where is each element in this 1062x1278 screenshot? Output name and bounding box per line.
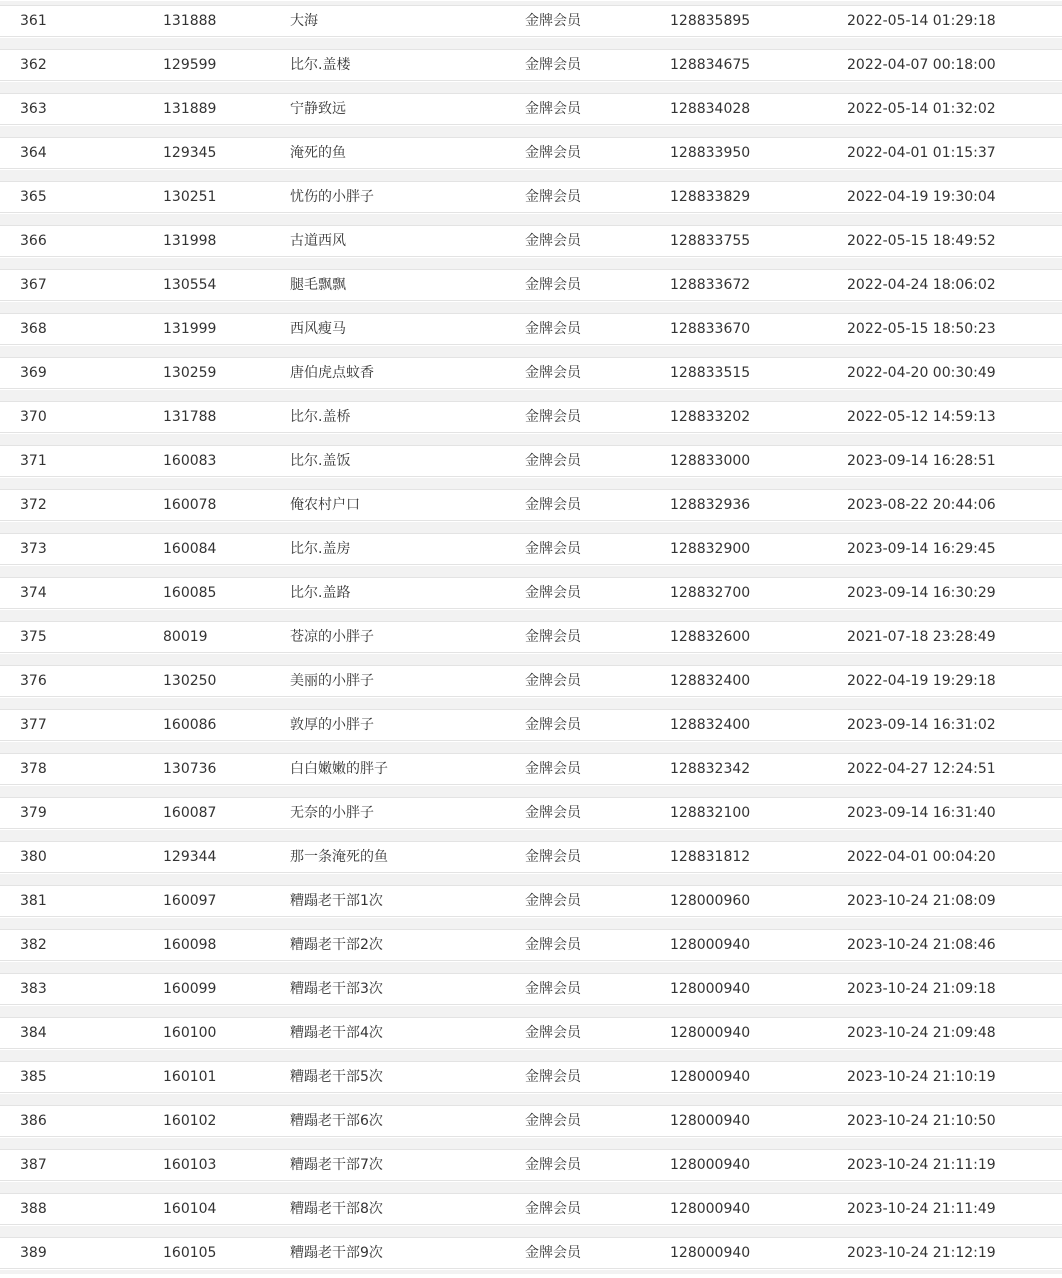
table-row (0, 621, 1062, 653)
member-level-cell: 金牌会员 (525, 629, 581, 645)
score-cell: 128835895 (670, 13, 751, 29)
rank-cell: 381 (20, 893, 47, 909)
rank-cell: 365 (20, 189, 47, 205)
nickname-cell: 糟蹋老干部6次 (290, 1113, 383, 1129)
timestamp-cell: 2022-05-14 01:32:02 (847, 101, 996, 117)
rank-cell: 387 (20, 1157, 47, 1173)
member-id-cell: 160101 (163, 1069, 217, 1085)
nickname-cell: 糟蹋老干部3次 (290, 981, 383, 997)
timestamp-cell: 2022-04-19 19:30:04 (847, 189, 996, 205)
nickname-cell: 淹死的鱼 (290, 145, 346, 161)
score-cell: 128832342 (670, 761, 751, 777)
score-cell: 128000940 (670, 1245, 751, 1261)
member-id-cell: 160098 (163, 937, 217, 953)
table-row (0, 269, 1062, 301)
nickname-cell: 腿毛飘飘 (290, 277, 346, 293)
rank-cell: 373 (20, 541, 47, 557)
rank-cell: 376 (20, 673, 47, 689)
member-id-cell: 130554 (163, 277, 217, 293)
score-cell: 128834028 (670, 101, 751, 117)
member-level-cell: 金牌会员 (525, 1201, 581, 1217)
rank-cell: 382 (20, 937, 47, 953)
member-level-cell: 金牌会员 (525, 497, 581, 513)
table-row (0, 841, 1062, 873)
table-row (0, 1017, 1062, 1049)
timestamp-cell: 2021-07-18 23:28:49 (847, 629, 996, 645)
member-level-cell: 金牌会员 (525, 761, 581, 777)
nickname-cell: 比尔.盖房 (290, 541, 351, 557)
nickname-cell: 比尔.盖饭 (290, 453, 351, 469)
score-cell: 128000960 (670, 893, 751, 909)
table-row (0, 181, 1062, 213)
timestamp-cell: 2022-05-15 18:49:52 (847, 233, 996, 249)
table-row (0, 665, 1062, 697)
member-level-cell: 金牌会员 (525, 101, 581, 117)
member-id-cell: 130250 (163, 673, 217, 689)
member-id-cell: 160086 (163, 717, 217, 733)
timestamp-cell: 2023-09-14 16:29:45 (847, 541, 996, 557)
member-id-cell: 160102 (163, 1113, 217, 1129)
member-id-cell: 80019 (163, 629, 208, 645)
rank-cell: 388 (20, 1201, 47, 1217)
member-level-cell: 金牌会员 (525, 893, 581, 909)
score-cell: 128000940 (670, 1069, 751, 1085)
ranking-rows (0, 5, 1062, 1269)
score-cell: 128832400 (670, 673, 751, 689)
member-level-cell: 金牌会员 (525, 365, 581, 381)
timestamp-cell: 2022-04-24 18:06:02 (847, 277, 996, 293)
member-level-cell: 金牌会员 (525, 673, 581, 689)
score-cell: 128832100 (670, 805, 751, 821)
table-row (0, 445, 1062, 477)
member-level-cell: 金牌会员 (525, 321, 581, 337)
nickname-cell: 无奈的小胖子 (290, 805, 374, 821)
nickname-cell: 大海 (290, 13, 318, 29)
rank-cell: 363 (20, 101, 47, 117)
member-id-cell: 130251 (163, 189, 217, 205)
timestamp-cell: 2023-10-24 21:11:19 (847, 1157, 996, 1173)
rank-cell: 385 (20, 1069, 47, 1085)
ranking-table (0, 5, 1062, 1274)
score-cell: 128832936 (670, 497, 751, 513)
rank-cell: 366 (20, 233, 47, 249)
timestamp-cell: 2023-10-24 21:10:50 (847, 1113, 996, 1129)
member-level-cell: 金牌会员 (525, 13, 581, 29)
timestamp-cell: 2023-09-14 16:28:51 (847, 453, 996, 469)
member-id-cell: 131999 (163, 321, 217, 337)
rank-cell: 379 (20, 805, 47, 821)
nickname-cell: 糟蹋老干部9次 (290, 1245, 383, 1261)
rank-cell: 368 (20, 321, 47, 337)
score-cell: 128833202 (670, 409, 751, 425)
score-cell: 128000940 (670, 1113, 751, 1129)
score-cell: 128832900 (670, 541, 751, 557)
member-id-cell: 160083 (163, 453, 217, 469)
member-id-cell: 160097 (163, 893, 217, 909)
table-row (0, 1105, 1062, 1137)
score-cell: 128832600 (670, 629, 751, 645)
table-row (0, 313, 1062, 345)
timestamp-cell: 2023-08-22 20:44:06 (847, 497, 996, 513)
member-level-cell: 金牌会员 (525, 57, 581, 73)
nickname-cell: 糟蹋老干部7次 (290, 1157, 383, 1173)
table-row (0, 489, 1062, 521)
timestamp-cell: 2022-04-27 12:24:51 (847, 761, 996, 777)
rank-cell: 371 (20, 453, 47, 469)
member-id-cell: 131998 (163, 233, 217, 249)
timestamp-cell: 2023-10-24 21:12:19 (847, 1245, 996, 1261)
score-cell: 128832700 (670, 585, 751, 601)
member-id-cell: 160087 (163, 805, 217, 821)
member-id-cell: 131788 (163, 409, 217, 425)
member-id-cell: 160100 (163, 1025, 217, 1041)
timestamp-cell: 2023-09-14 16:30:29 (847, 585, 996, 601)
timestamp-cell: 2022-04-01 01:15:37 (847, 145, 996, 161)
rank-cell: 370 (20, 409, 47, 425)
score-cell: 128833672 (670, 277, 751, 293)
member-level-cell: 金牌会员 (525, 1113, 581, 1129)
nickname-cell: 那一条淹死的鱼 (290, 849, 388, 865)
member-level-cell: 金牌会员 (525, 717, 581, 733)
rank-cell: 364 (20, 145, 47, 161)
table-row (0, 577, 1062, 609)
nickname-cell: 美丽的小胖子 (290, 673, 374, 689)
member-id-cell: 160103 (163, 1157, 217, 1173)
member-level-cell: 金牌会员 (525, 189, 581, 205)
timestamp-cell: 2022-04-19 19:29:18 (847, 673, 996, 689)
table-row (0, 1237, 1062, 1269)
nickname-cell: 宁静致远 (290, 101, 346, 117)
member-level-cell: 金牌会员 (525, 145, 581, 161)
timestamp-cell: 2022-04-01 00:04:20 (847, 849, 996, 865)
timestamp-cell: 2022-05-12 14:59:13 (847, 409, 996, 425)
rank-cell: 383 (20, 981, 47, 997)
member-level-cell: 金牌会员 (525, 981, 581, 997)
nickname-cell: 忧伤的小胖子 (290, 189, 374, 205)
table-row (0, 1149, 1062, 1181)
timestamp-cell: 2023-09-14 16:31:02 (847, 717, 996, 733)
table-row (0, 709, 1062, 741)
score-cell: 128834675 (670, 57, 751, 73)
nickname-cell: 俺农村户口 (290, 497, 360, 513)
rank-cell: 389 (20, 1245, 47, 1261)
member-id-cell: 131889 (163, 101, 217, 117)
nickname-cell: 白白嫩嫩的胖子 (290, 761, 388, 777)
table-row (0, 533, 1062, 565)
table-row (0, 929, 1062, 961)
rank-cell: 372 (20, 497, 47, 513)
timestamp-cell: 2023-10-24 21:08:46 (847, 937, 996, 953)
nickname-cell: 糟蹋老干部1次 (290, 893, 383, 909)
timestamp-cell: 2022-04-07 00:18:00 (847, 57, 996, 73)
table-row (0, 1061, 1062, 1093)
table-row (0, 753, 1062, 785)
nickname-cell: 糟蹋老干部2次 (290, 937, 383, 953)
nickname-cell: 糟蹋老干部5次 (290, 1069, 383, 1085)
score-cell: 128833829 (670, 189, 751, 205)
member-level-cell: 金牌会员 (525, 1025, 581, 1041)
timestamp-cell: 2022-04-20 00:30:49 (847, 365, 996, 381)
rank-cell: 386 (20, 1113, 47, 1129)
timestamp-cell: 2023-10-24 21:09:48 (847, 1025, 996, 1041)
score-cell: 128000940 (670, 981, 751, 997)
timestamp-cell: 2023-10-24 21:09:18 (847, 981, 996, 997)
table-bottom-band (0, 1270, 1062, 1274)
member-level-cell: 金牌会员 (525, 233, 581, 249)
member-level-cell: 金牌会员 (525, 1157, 581, 1173)
member-level-cell: 金牌会员 (525, 453, 581, 469)
member-level-cell: 金牌会员 (525, 805, 581, 821)
score-cell: 128000940 (670, 1157, 751, 1173)
score-cell: 128833950 (670, 145, 751, 161)
score-cell: 128833515 (670, 365, 751, 381)
rank-cell: 375 (20, 629, 47, 645)
rank-cell: 362 (20, 57, 47, 73)
table-row (0, 797, 1062, 829)
timestamp-cell: 2022-05-15 18:50:23 (847, 321, 996, 337)
member-level-cell: 金牌会员 (525, 541, 581, 557)
member-id-cell: 130736 (163, 761, 217, 777)
member-id-cell: 131888 (163, 13, 217, 29)
table-row (0, 49, 1062, 81)
table-row (0, 401, 1062, 433)
nickname-cell: 糟蹋老干部4次 (290, 1025, 383, 1041)
member-id-cell: 160105 (163, 1245, 217, 1261)
table-row (0, 225, 1062, 257)
member-id-cell: 160104 (163, 1201, 217, 1217)
nickname-cell: 比尔.盖楼 (290, 57, 351, 73)
score-cell: 128833000 (670, 453, 751, 469)
timestamp-cell: 2023-10-24 21:11:49 (847, 1201, 996, 1217)
table-row (0, 885, 1062, 917)
nickname-cell: 西风瘦马 (290, 321, 346, 337)
member-id-cell: 160084 (163, 541, 217, 557)
rank-cell: 367 (20, 277, 47, 293)
score-cell: 128000940 (670, 937, 751, 953)
member-level-cell: 金牌会员 (525, 937, 581, 953)
timestamp-cell: 2023-10-24 21:08:09 (847, 893, 996, 909)
table-row (0, 137, 1062, 169)
rank-cell: 377 (20, 717, 47, 733)
member-id-cell: 160085 (163, 585, 217, 601)
rank-cell: 374 (20, 585, 47, 601)
rank-cell: 384 (20, 1025, 47, 1041)
table-row (0, 5, 1062, 37)
table-row (0, 357, 1062, 389)
nickname-cell: 苍凉的小胖子 (290, 629, 374, 645)
nickname-cell: 比尔.盖桥 (290, 409, 351, 425)
rank-cell: 378 (20, 761, 47, 777)
member-level-cell: 金牌会员 (525, 849, 581, 865)
member-level-cell: 金牌会员 (525, 409, 581, 425)
score-cell: 128831812 (670, 849, 751, 865)
nickname-cell: 敦厚的小胖子 (290, 717, 374, 733)
member-id-cell: 129345 (163, 145, 217, 161)
member-level-cell: 金牌会员 (525, 585, 581, 601)
score-cell: 128000940 (670, 1201, 751, 1217)
timestamp-cell: 2023-10-24 21:10:19 (847, 1069, 996, 1085)
nickname-cell: 唐伯虎点蚊香 (290, 365, 374, 381)
timestamp-cell: 2022-05-14 01:29:18 (847, 13, 996, 29)
member-id-cell: 130259 (163, 365, 217, 381)
member-level-cell: 金牌会员 (525, 277, 581, 293)
timestamp-cell: 2023-09-14 16:31:40 (847, 805, 996, 821)
table-row (0, 973, 1062, 1005)
member-id-cell: 160078 (163, 497, 217, 513)
score-cell: 128833755 (670, 233, 751, 249)
member-level-cell: 金牌会员 (525, 1069, 581, 1085)
nickname-cell: 比尔.盖路 (290, 585, 351, 601)
rank-cell: 369 (20, 365, 47, 381)
rank-cell: 380 (20, 849, 47, 865)
table-row (0, 93, 1062, 125)
nickname-cell: 古道西风 (290, 233, 346, 249)
member-level-cell: 金牌会员 (525, 1245, 581, 1261)
member-id-cell: 129344 (163, 849, 217, 865)
nickname-cell: 糟蹋老干部8次 (290, 1201, 383, 1217)
member-id-cell: 129599 (163, 57, 217, 73)
member-id-cell: 160099 (163, 981, 217, 997)
score-cell: 128000940 (670, 1025, 751, 1041)
table-row (0, 1193, 1062, 1225)
score-cell: 128833670 (670, 321, 751, 337)
score-cell: 128832400 (670, 717, 751, 733)
rank-cell: 361 (20, 13, 47, 29)
